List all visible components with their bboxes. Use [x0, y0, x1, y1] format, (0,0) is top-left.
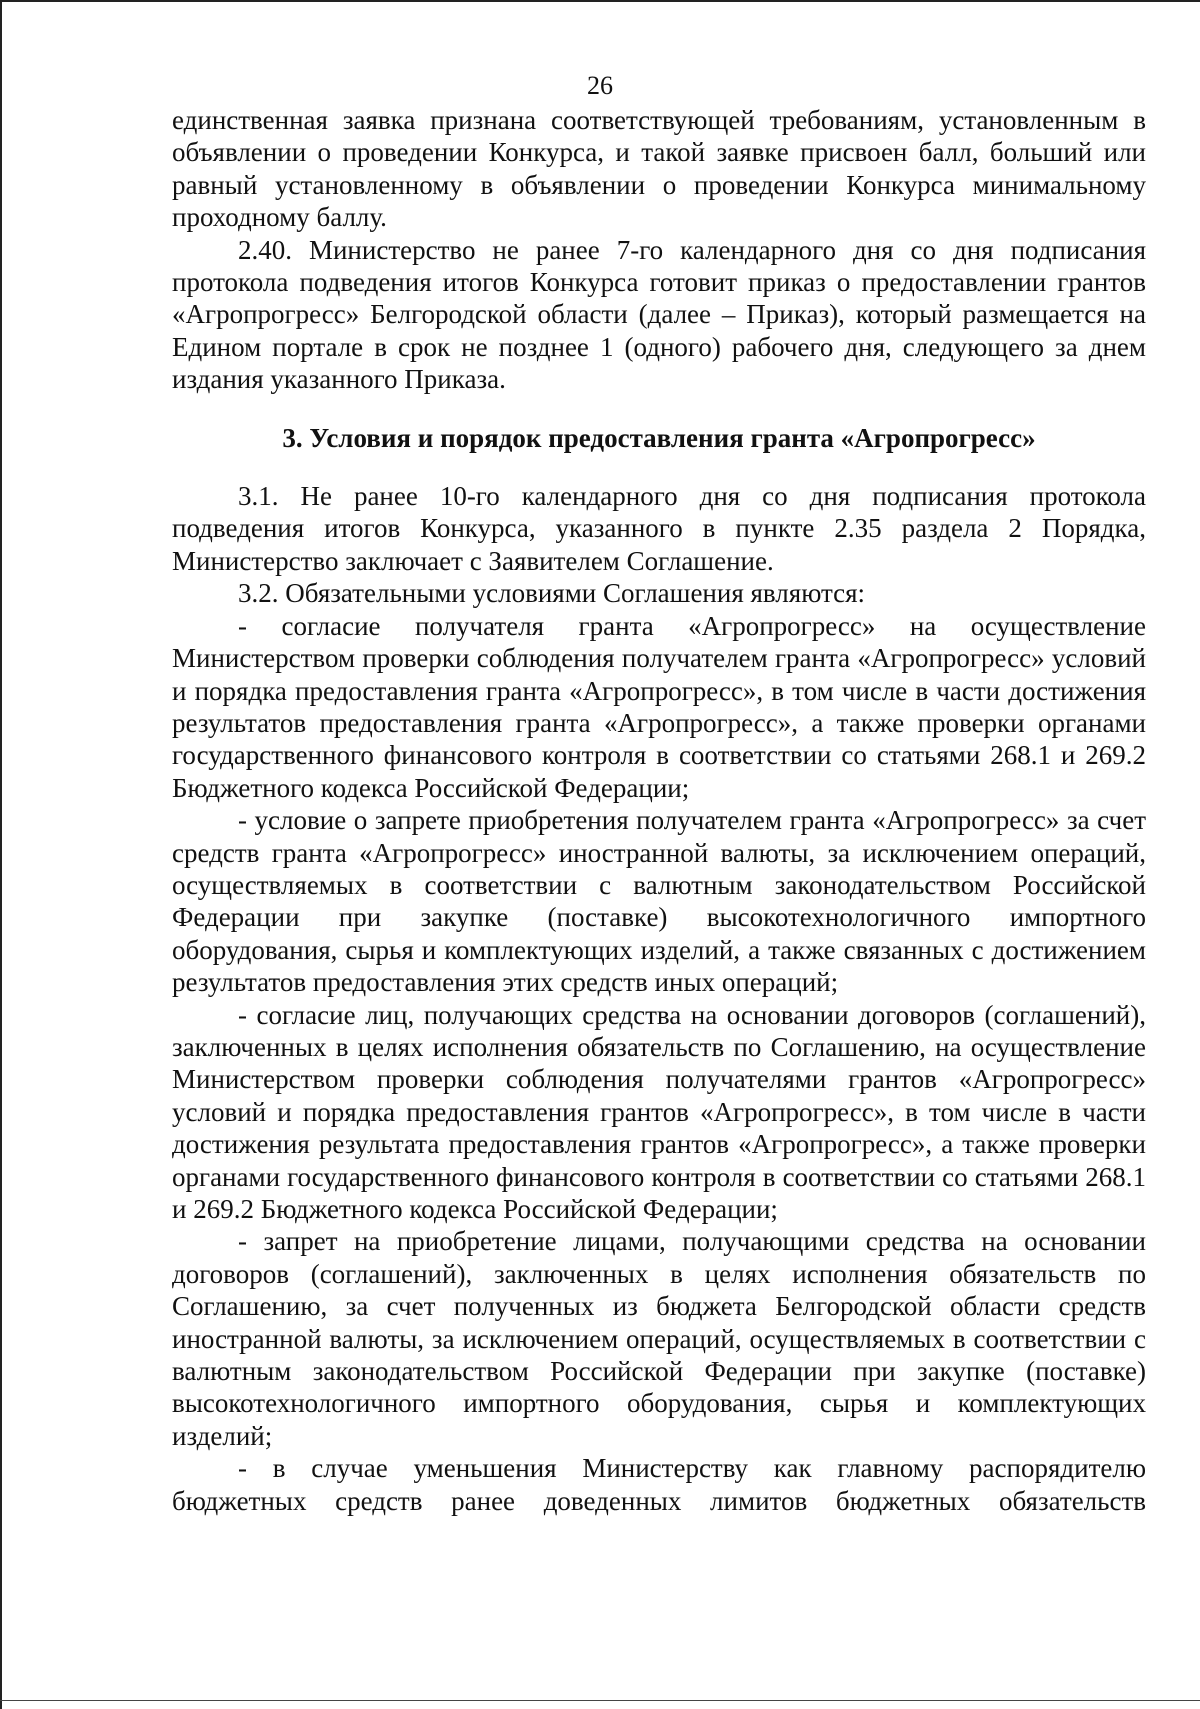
page-number: 26: [587, 71, 613, 100]
paragraph-2-40: 2.40. Министерство не ранее 7-го календарного дня со дня подписания протокола подведения итогов Конкурса готовит приказ о предоставлении грантов «Агропрогресс» Белгородской области (далее – Приказ), который размещается на Едином портале в срок не позднее 1 (одного) рабочего дня, следующего за днем издания указанного Приказа.: [172, 234, 1146, 395]
paragraph-3-2: 3.2. Обязательными условиями Соглашения являются:: [238, 578, 866, 609]
list-item-budget-reduction: - в случае уменьшения Министерству как главному распорядителю бюджетных средств ранее доведенных лимитов бюджетных обязательств: [172, 1453, 1146, 1516]
scan-border-bottom: [0, 1700, 1200, 1701]
list-item-currency-ban-contractors: - запрет на приобретение лицами, получающими средства на основании договоров (соглашений), заключенных в целях исполнения обязательств по Соглашению, за счет полученных из бюджета Белгородской области средств иностранной валюты, за исключением операций, осуществляемых в соответствии с валютным законодательством Российской Федерации при закупке (поставке) высокотехнологичного импортного оборудования, сырья и комплектующих изделий;: [172, 1226, 1146, 1451]
scan-border-top: [0, 0, 1200, 2]
paragraph-3-1: 3.1. Не ранее 10-го календарного дня со дня подписания протокола подведения итогов Конкурса, указанного в пункте 2.35 раздела 2 Порядка, Министерство заключает с Заявителем Соглашение.: [172, 481, 1146, 576]
section-heading: 3. Условия и порядок предоставления гранта «Агропрогресс»: [282, 422, 1036, 453]
scan-border-left: [0, 0, 2, 1709]
list-item-consent-recipient: - согласие получателя гранта «Агропрогресс» на осуществление Министерством проверки соблюдения получателем гранта «Агропрогресс» условий и порядка предоставления гранта «Агропрогресс», в том числе в части достижения результатов предоставления гранта «Агропрогресс», а также проверки органами государственного финансового контроля в соответствии со статьями 268.1 и 269.2 Бюджетного кодекса Российской Федерации;: [172, 610, 1146, 803]
document-body: [172, 104, 1146, 1517]
paragraph-continuation: единственная заявка признана соответствующей требованиям, установленным в объявлении о проведении Конкурса, и такой заявке присвоен балл, больший или равный установленному в объявлении о проведении Конкурса минимальному проходному баллу.: [172, 105, 1146, 233]
list-item-consent-contractors: - согласие лиц, получающих средства на основании договоров (соглашений), заключенных в целях исполнения обязательств по Соглашению, на осуществление Министерством проверки соблюдения получателями грантов «Агропрогресс» условий и порядка предоставления грантов «Агропрогресс», в том числе в части достижения результата предоставления грантов «Агропрогресс», а также проверки органами государственного финансового контроля в соответствии со статьями 268.1 и 269.2 Бюджетного кодекса Российской Федерации;: [172, 999, 1146, 1224]
list-item-currency-ban-recipient: - условие о запрете приобретения получателем гранта «Агропрогресс» за счет средств гранта «Агропрогресс» иностранной валюты, за исключением операций, осуществляемых в соответствии с валютным законодательством Российской Федерации при закупке (поставке) высокотехнологичного импортного оборудования, сырья и комплектующих изделий, а также связанных с достижением результатов предоставления этих средств иных операций;: [172, 805, 1146, 998]
